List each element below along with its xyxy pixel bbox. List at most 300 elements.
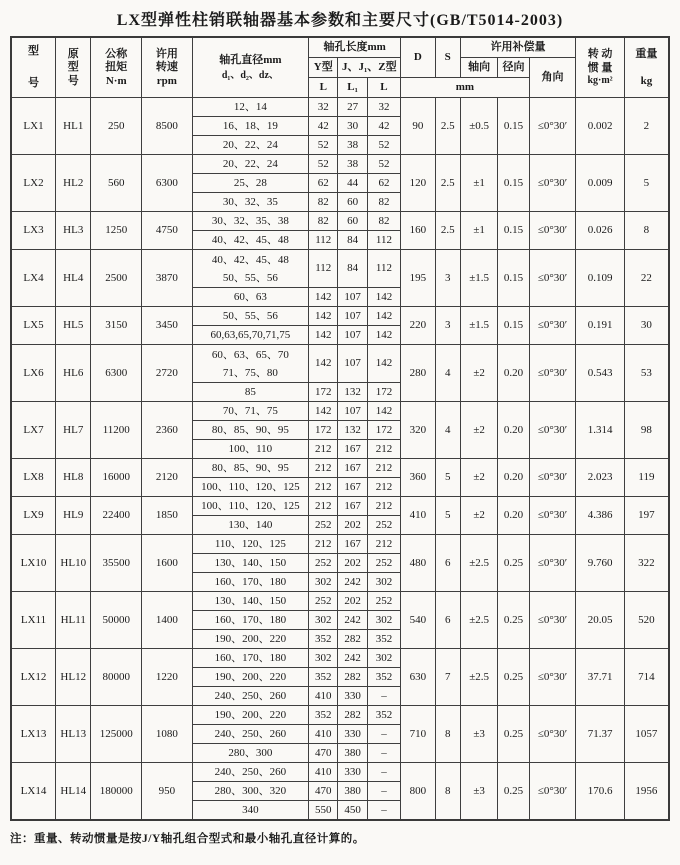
axial-compensation-cell: ±3 (460, 706, 497, 763)
radial-compensation-cell: 0.20 (498, 402, 529, 459)
angular-compensation-cell: ≤0°30′ (529, 763, 576, 821)
orig-model-cell: HL9 (56, 497, 91, 535)
axial-compensation-cell: ±1.5 (460, 307, 497, 345)
footer-note: 注：重量、转动惯量是按J/Y轴孔组合型式和最小轴孔直径计算的。 (10, 833, 365, 845)
S-cell: 3 (435, 250, 460, 307)
header-torque: 公称 扭矩 N·m (91, 37, 142, 98)
length-z-cell: – (367, 782, 400, 801)
length-j-cell: 167 (338, 440, 367, 459)
length-z-cell: 302 (367, 573, 400, 592)
D-cell: 120 (401, 155, 435, 212)
parameters-table (10, 36, 670, 821)
orig-model-cell: HL4 (56, 250, 91, 307)
model-cell: LX12 (11, 649, 56, 706)
angular-compensation-cell: ≤0°30′ (529, 402, 576, 459)
axial-compensation-cell: ±2.5 (460, 535, 497, 592)
length-z-cell: 252 (367, 592, 400, 611)
length-z-cell: 142 (367, 345, 400, 383)
orig-model-cell: HL13 (56, 706, 91, 763)
angular-compensation-cell: ≤0°30′ (529, 459, 576, 497)
bore-diameter-cell: 100、110 (192, 440, 308, 459)
bore-diameter-cell: 110、120、125 (192, 535, 308, 554)
inertia-cell: 2.023 (576, 459, 625, 497)
speed-cell: 4750 (142, 212, 193, 250)
length-y-cell: 212 (309, 497, 338, 516)
S-cell: 4 (435, 402, 460, 459)
table-row (11, 649, 669, 668)
length-j-cell: 107 (338, 326, 367, 345)
speed-cell: 3450 (142, 307, 193, 345)
table-row (11, 345, 669, 383)
inertia-cell: 0.026 (576, 212, 625, 250)
angular-compensation-cell: ≤0°30′ (529, 212, 576, 250)
length-y-cell: 352 (309, 630, 338, 649)
bore-diameter-cell: 30、32、35 (192, 193, 308, 212)
bore-diameter-cell: 50、55、56 (192, 307, 308, 326)
length-z-cell: – (367, 801, 400, 821)
table-row (11, 212, 669, 231)
S-cell: 2.5 (435, 212, 460, 250)
length-y-cell: 52 (309, 155, 338, 174)
torque-cell: 22400 (91, 497, 142, 535)
model-cell: LX6 (11, 345, 56, 402)
length-z-cell: 82 (367, 212, 400, 231)
length-j-cell: 38 (338, 136, 367, 155)
orig-model-cell: HL8 (56, 459, 91, 497)
length-j-cell: 242 (338, 573, 367, 592)
inertia-cell: 71.37 (576, 706, 625, 763)
bore-diameter-cell: 160、170、180 (192, 573, 308, 592)
bore-diameter-cell: 85 (192, 383, 308, 402)
model-cell: LX3 (11, 212, 56, 250)
torque-cell: 11200 (91, 402, 142, 459)
inertia-cell: 0.543 (576, 345, 625, 402)
torque-cell: 1250 (91, 212, 142, 250)
bore-diameter-cell: 280、300、320 (192, 782, 308, 801)
inertia-cell: 0.109 (576, 250, 625, 307)
length-y-cell: 42 (309, 117, 338, 136)
radial-compensation-cell: 0.25 (498, 706, 529, 763)
length-j-cell: 60 (338, 212, 367, 231)
length-z-cell: 352 (367, 706, 400, 725)
radial-compensation-cell: 0.15 (498, 98, 529, 155)
radial-compensation-cell: 0.15 (498, 307, 529, 345)
speed-cell: 2120 (142, 459, 193, 497)
header-weight: 重量 kg (624, 37, 669, 98)
length-y-cell: 82 (309, 193, 338, 212)
radial-compensation-cell: 0.15 (498, 155, 529, 212)
orig-model-cell: HL6 (56, 345, 91, 402)
length-y-cell: 142 (309, 345, 338, 383)
speed-cell: 950 (142, 763, 193, 821)
length-y-cell: 212 (309, 440, 338, 459)
length-j-cell: 84 (338, 250, 367, 288)
S-cell: 8 (435, 706, 460, 763)
table-row (11, 98, 669, 117)
torque-cell: 16000 (91, 459, 142, 497)
weight-cell: 119 (624, 459, 669, 497)
length-y-cell: 470 (309, 782, 338, 801)
weight-cell: 1057 (624, 706, 669, 763)
length-z-cell: 302 (367, 611, 400, 630)
bore-diameter-cell: 130、140 (192, 516, 308, 535)
axial-compensation-cell: ±0.5 (460, 98, 497, 155)
radial-compensation-cell: 0.20 (498, 497, 529, 535)
S-cell: 5 (435, 459, 460, 497)
length-j-cell: 107 (338, 288, 367, 307)
radial-compensation-cell: 0.25 (498, 763, 529, 821)
D-cell: 90 (401, 98, 435, 155)
length-z-cell: 352 (367, 668, 400, 687)
length-z-cell: 252 (367, 516, 400, 535)
header-mm: mm (401, 78, 530, 98)
axial-compensation-cell: ±1.5 (460, 250, 497, 307)
D-cell: 220 (401, 307, 435, 345)
angular-compensation-cell: ≤0°30′ (529, 649, 576, 706)
angular-compensation-cell: ≤0°30′ (529, 98, 576, 155)
torque-cell: 6300 (91, 345, 142, 402)
table-row (11, 307, 669, 326)
weight-cell: 98 (624, 402, 669, 459)
length-y-cell: 52 (309, 136, 338, 155)
S-cell: 4 (435, 345, 460, 402)
bore-diameter-cell: 20、22、24 (192, 155, 308, 174)
length-z-cell: 302 (367, 649, 400, 668)
speed-cell: 1850 (142, 497, 193, 535)
orig-model-cell: HL7 (56, 402, 91, 459)
speed-cell: 1220 (142, 649, 193, 706)
header-radial: 径向 (498, 58, 529, 78)
bore-diameter-cell: 160、170、180 (192, 649, 308, 668)
radial-compensation-cell: 0.25 (498, 649, 529, 706)
axial-compensation-cell: ±2.5 (460, 592, 497, 649)
angular-compensation-cell: ≤0°30′ (529, 250, 576, 307)
length-y-cell: 112 (309, 250, 338, 288)
length-y-cell: 142 (309, 288, 338, 307)
length-y-cell: 252 (309, 516, 338, 535)
orig-model-cell: HL3 (56, 212, 91, 250)
angular-compensation-cell: ≤0°30′ (529, 535, 576, 592)
model-cell: LX1 (11, 98, 56, 155)
length-z-cell: – (367, 744, 400, 763)
inertia-cell: 0.002 (576, 98, 625, 155)
length-z-cell: 212 (367, 497, 400, 516)
header-bore-diameter: 轴孔直径mm d₁、d₂、dz、 (192, 37, 308, 98)
bore-diameter-cell: 30、32、35、38 (192, 212, 308, 231)
inertia-cell: 0.191 (576, 307, 625, 345)
model-cell: LX13 (11, 706, 56, 763)
header-S: S (435, 37, 460, 78)
table-row (11, 155, 669, 174)
header-D: D (401, 37, 435, 78)
header-inertia: 转 动 惯 量 kg·m² (576, 37, 625, 98)
table-row (11, 250, 669, 288)
length-z-cell: 142 (367, 326, 400, 345)
radial-compensation-cell: 0.25 (498, 592, 529, 649)
length-j-cell: 167 (338, 478, 367, 497)
length-z-cell: 352 (367, 630, 400, 649)
axial-compensation-cell: ±1 (460, 212, 497, 250)
inertia-cell: 37.71 (576, 649, 625, 706)
table-row (11, 535, 669, 554)
model-cell: LX9 (11, 497, 56, 535)
inertia-cell: 9.760 (576, 535, 625, 592)
weight-cell: 1956 (624, 763, 669, 821)
length-y-cell: 470 (309, 744, 338, 763)
length-j-cell: 107 (338, 307, 367, 326)
page-title: LX型弹性柱销联轴器基本参数和主要尺寸(GB/T5014-2003) (116, 12, 564, 29)
header-speed: 许用 转速 rpm (142, 37, 193, 98)
length-j-cell: 202 (338, 554, 367, 573)
bore-diameter-cell: 160、170、180 (192, 611, 308, 630)
length-j-cell: 242 (338, 649, 367, 668)
bore-diameter-cell: 40、42、45、48 (192, 231, 308, 250)
model-cell: LX7 (11, 402, 56, 459)
length-j-cell: 282 (338, 706, 367, 725)
inertia-cell: 0.009 (576, 155, 625, 212)
length-z-cell: 52 (367, 155, 400, 174)
model-cell: LX5 (11, 307, 56, 345)
length-y-cell: 302 (309, 611, 338, 630)
model-cell: LX11 (11, 592, 56, 649)
speed-cell: 2360 (142, 402, 193, 459)
length-j-cell: 38 (338, 155, 367, 174)
length-y-cell: 252 (309, 554, 338, 573)
radial-compensation-cell: 0.20 (498, 459, 529, 497)
torque-cell: 180000 (91, 763, 142, 821)
weight-cell: 30 (624, 307, 669, 345)
table-row (11, 592, 669, 611)
length-y-cell: 212 (309, 459, 338, 478)
radial-compensation-cell: 0.15 (498, 212, 529, 250)
bore-diameter-cell: 25、28 (192, 174, 308, 193)
bore-diameter-cell: 190、200、220 (192, 630, 308, 649)
orig-model-cell: HL10 (56, 535, 91, 592)
length-z-cell: 142 (367, 402, 400, 421)
length-y-cell: 352 (309, 668, 338, 687)
speed-cell: 1400 (142, 592, 193, 649)
bore-diameter-cell: 130、140、150 (192, 592, 308, 611)
D-cell: 410 (401, 497, 435, 535)
torque-cell: 2500 (91, 250, 142, 307)
weight-cell: 322 (624, 535, 669, 592)
inertia-cell: 4.386 (576, 497, 625, 535)
bore-diameter-cell: 60,63,65,70,71,75 (192, 326, 308, 345)
length-y-cell: 172 (309, 421, 338, 440)
torque-cell: 35500 (91, 535, 142, 592)
bore-diameter-cell: 190、200、220 (192, 706, 308, 725)
radial-compensation-cell: 0.25 (498, 535, 529, 592)
header-y-type: Y型 (309, 58, 338, 78)
S-cell: 8 (435, 763, 460, 821)
length-z-cell: 112 (367, 231, 400, 250)
table-row (11, 402, 669, 421)
D-cell: 800 (401, 763, 435, 821)
D-cell: 710 (401, 706, 435, 763)
S-cell: 2.5 (435, 155, 460, 212)
bore-diameter-cell: 240、250、260 (192, 725, 308, 744)
bore-diameter-cell: 100、110、120、125 (192, 497, 308, 516)
length-z-cell: 142 (367, 288, 400, 307)
weight-cell: 5 (624, 155, 669, 212)
length-z-cell: 62 (367, 174, 400, 193)
orig-model-cell: HL14 (56, 763, 91, 821)
inertia-cell: 20.05 (576, 592, 625, 649)
length-z-cell: 112 (367, 250, 400, 288)
length-y-cell: 410 (309, 725, 338, 744)
bore-diameter-cell: 240、250、260 (192, 763, 308, 782)
length-j-cell: 380 (338, 782, 367, 801)
bore-diameter-cell: 80、85、90、95 (192, 421, 308, 440)
torque-cell: 125000 (91, 706, 142, 763)
length-z-cell: – (367, 763, 400, 782)
axial-compensation-cell: ±1 (460, 155, 497, 212)
length-z-cell: 252 (367, 554, 400, 573)
length-y-cell: 142 (309, 326, 338, 345)
length-y-cell: 82 (309, 212, 338, 231)
radial-compensation-cell: 0.15 (498, 250, 529, 307)
torque-cell: 560 (91, 155, 142, 212)
table-row (11, 459, 669, 478)
length-j-cell: 107 (338, 402, 367, 421)
D-cell: 480 (401, 535, 435, 592)
model-cell: LX14 (11, 763, 56, 821)
D-cell: 360 (401, 459, 435, 497)
inertia-cell: 170.6 (576, 763, 625, 821)
length-j-cell: 132 (338, 421, 367, 440)
length-j-cell: 167 (338, 459, 367, 478)
S-cell: 5 (435, 497, 460, 535)
table-header (11, 37, 669, 98)
D-cell: 195 (401, 250, 435, 307)
radial-compensation-cell: 0.20 (498, 345, 529, 402)
length-j-cell: 330 (338, 687, 367, 706)
length-j-cell: 450 (338, 801, 367, 821)
S-cell: 6 (435, 535, 460, 592)
length-y-cell: 410 (309, 763, 338, 782)
axial-compensation-cell: ±3 (460, 763, 497, 821)
header-model: 型 号 (11, 37, 56, 98)
speed-cell: 2720 (142, 345, 193, 402)
inertia-cell: 1.314 (576, 402, 625, 459)
weight-cell: 520 (624, 592, 669, 649)
length-z-cell: 212 (367, 459, 400, 478)
speed-cell: 3870 (142, 250, 193, 307)
header-Lz: L (367, 78, 400, 98)
header-L1: L₁ (338, 78, 367, 98)
length-j-cell: 202 (338, 592, 367, 611)
D-cell: 280 (401, 345, 435, 402)
bore-diameter-cell: 190、200、220 (192, 668, 308, 687)
bore-diameter-cell: 60、63、65、70 71、75、80 (192, 345, 308, 383)
length-y-cell: 302 (309, 573, 338, 592)
length-j-cell: 44 (338, 174, 367, 193)
length-y-cell: 550 (309, 801, 338, 821)
bore-diameter-cell: 80、85、90、95 (192, 459, 308, 478)
length-j-cell: 27 (338, 98, 367, 117)
length-y-cell: 32 (309, 98, 338, 117)
length-y-cell: 212 (309, 535, 338, 554)
bore-diameter-cell: 70、71、75 (192, 402, 308, 421)
angular-compensation-cell: ≤0°30′ (529, 307, 576, 345)
length-y-cell: 410 (309, 687, 338, 706)
orig-model-cell: HL12 (56, 649, 91, 706)
header-jjz-type: J、J₁、Z型 (338, 58, 401, 78)
bore-diameter-cell: 280、300 (192, 744, 308, 763)
length-y-cell: 172 (309, 383, 338, 402)
length-z-cell: – (367, 725, 400, 744)
length-y-cell: 142 (309, 307, 338, 326)
length-j-cell: 84 (338, 231, 367, 250)
header-compensation: 许用补偿量 (460, 37, 575, 58)
length-j-cell: 282 (338, 630, 367, 649)
length-z-cell: 172 (367, 383, 400, 402)
S-cell: 3 (435, 307, 460, 345)
header-L: L (309, 78, 338, 98)
length-y-cell: 142 (309, 402, 338, 421)
length-y-cell: 352 (309, 706, 338, 725)
bore-diameter-cell: 130、140、150 (192, 554, 308, 573)
model-cell: LX4 (11, 250, 56, 307)
length-j-cell: 167 (338, 535, 367, 554)
angular-compensation-cell: ≤0°30′ (529, 706, 576, 763)
length-y-cell: 112 (309, 231, 338, 250)
bore-diameter-cell: 340 (192, 801, 308, 821)
bore-diameter-cell: 100、110、120、125 (192, 478, 308, 497)
orig-model-cell: HL2 (56, 155, 91, 212)
axial-compensation-cell: ±2.5 (460, 649, 497, 706)
weight-cell: 22 (624, 250, 669, 307)
header-axial: 轴向 (460, 58, 497, 78)
bore-diameter-cell: 240、250、260 (192, 687, 308, 706)
length-z-cell: 172 (367, 421, 400, 440)
axial-compensation-cell: ±2 (460, 402, 497, 459)
axial-compensation-cell: ±2 (460, 345, 497, 402)
length-z-cell: 212 (367, 440, 400, 459)
table-row (11, 763, 669, 782)
length-y-cell: 302 (309, 649, 338, 668)
length-j-cell: 60 (338, 193, 367, 212)
weight-cell: 197 (624, 497, 669, 535)
speed-cell: 6300 (142, 155, 193, 212)
length-j-cell: 330 (338, 725, 367, 744)
weight-cell: 8 (624, 212, 669, 250)
D-cell: 540 (401, 592, 435, 649)
length-z-cell: 32 (367, 98, 400, 117)
length-y-cell: 212 (309, 478, 338, 497)
D-cell: 320 (401, 402, 435, 459)
S-cell: 2.5 (435, 98, 460, 155)
speed-cell: 1080 (142, 706, 193, 763)
bore-diameter-cell: 40、42、45、48 50、55、56 (192, 250, 308, 288)
D-cell: 160 (401, 212, 435, 250)
weight-cell: 2 (624, 98, 669, 155)
header-angular: 角向 (529, 58, 576, 98)
length-y-cell: 252 (309, 592, 338, 611)
table-row (11, 497, 669, 516)
length-j-cell: 30 (338, 117, 367, 136)
length-z-cell: 82 (367, 193, 400, 212)
orig-model-cell: HL5 (56, 307, 91, 345)
length-z-cell: 52 (367, 136, 400, 155)
length-j-cell: 202 (338, 516, 367, 535)
table-row (11, 706, 669, 725)
bore-diameter-cell: 60、63 (192, 288, 308, 307)
header-bore-length: 轴孔长度mm (309, 37, 401, 58)
length-z-cell: 212 (367, 535, 400, 554)
orig-model-cell: HL11 (56, 592, 91, 649)
length-y-cell: 62 (309, 174, 338, 193)
